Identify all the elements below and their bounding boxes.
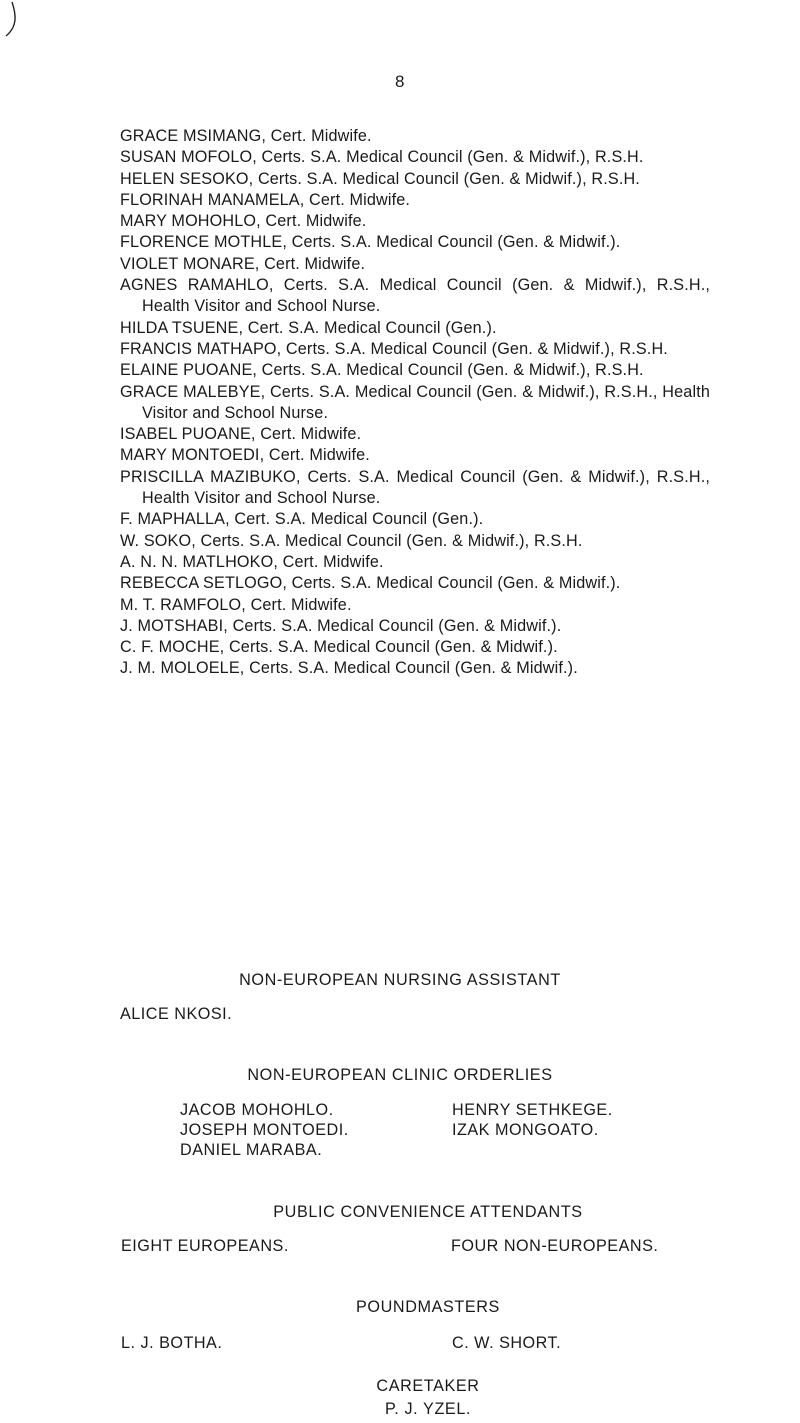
staff-entry: AGNES RAMAHLO, Certs. S.A. Medical Council (Gen. & Midwif.), R.S.H., Health Visitor and School Nurse. <box>120 276 710 316</box>
orderly-name: JACOB MOHOHLO. <box>180 1101 334 1119</box>
orderly-name: DANIEL MARABA. <box>180 1141 323 1159</box>
staff-entry: GRACE MSIMANG, Cert. Midwife. <box>120 127 372 145</box>
staff-entry: SUSAN MOFOLO, Certs. S.A. Medical Council (Gen. & Midwif.), R.S.H. <box>120 148 644 167</box>
staff-entry: A. N. N. MATLHOKO, Cert. Midwife. <box>120 552 384 571</box>
staff-entry: M. T. RAMFOLO, Cert. Midwife. <box>120 595 352 614</box>
orderly-name: JOSEPH MONTOEDI. <box>180 1121 349 1139</box>
caretaker-name: P. J. YZEL. <box>384 1400 472 1418</box>
staff-entry: GRACE MALEBYE, Certs. S.A. Medical Council (Gen. & Midwif.), R.S.H., Health Visitor and School Nurse. <box>120 382 710 422</box>
staff-entry: J. M. MOLOELE, Certs. S.A. Medical Council (Gen. & Midwif.). <box>120 659 578 678</box>
staff-entry: FRANCIS MATHAPO, Certs. S.A. Medical Council (Gen. & Midwif.), R.S.H. <box>120 339 668 358</box>
staff-entry: C. F. MOCHE, Certs. S.A. Medical Council (Gen. & Midwif.). <box>120 638 558 657</box>
staff-entry: HILDA TSUENE, Cert. S.A. Medical Council (Gen.). <box>120 318 497 337</box>
staff-entry: ISABEL PUOANE, Cert. Midwife. <box>120 425 362 444</box>
orderly-name: IZAK MONGOATO. <box>452 1121 599 1139</box>
staff-entry: MARY MOHOHLO, Cert. Midwife. <box>120 212 367 231</box>
staff-entry: ELAINE PUOANE, Certs. S.A. Medical Council (Gen. & Midwif.), R.S.H. <box>120 361 644 380</box>
staff-entry: PRISCILLA MAZIBUKO, Certs. S.A. Medical Council (Gen. & Midwif.), R.S.H., Health Visitor and School Nurse. <box>120 467 710 508</box>
staff-entry: REBECCA SETLOGO, Certs. S.A. Medical Council (Gen. & Midwif.). <box>120 574 621 593</box>
staff-entry: W. SOKO, Certs. S.A. Medical Council (Gen. & Midwif.), R.S.H. <box>120 531 583 550</box>
nursing-assistant-heading: NON-EUROPEAN NURSING ASSISTANT <box>239 971 561 989</box>
convenience-attendants-heading: PUBLIC CONVENIENCE ATTENDANTS <box>273 1203 583 1221</box>
staff-entry: FLORENCE MOTHLE, Certs. S.A. Medical Council (Gen. & Midwif.). <box>120 233 621 252</box>
poundmaster-name: C. W. SHORT. <box>452 1334 562 1352</box>
caretaker-heading: CARETAKER <box>376 1377 480 1395</box>
staff-entry: FLORINAH MANAMELA, Cert. Midwife. <box>120 190 411 209</box>
staff-entry: HELEN SESOKO, Certs. S.A. Medical Council (Gen. & Midwif.), R.S.H. <box>120 169 640 188</box>
staff-list <box>120 126 710 680</box>
orderly-name: HENRY SETHKEGE. <box>452 1101 613 1119</box>
european-attendants: EIGHT EUROPEANS. <box>121 1237 289 1255</box>
page-number: 8 <box>395 72 405 91</box>
staff-entry: J. MOTSHABI, Certs. S.A. Medical Council (Gen. & Midwif.). <box>120 616 562 635</box>
staff-entry: VIOLET MONARE, Cert. Midwife. <box>120 254 366 273</box>
staff-entry: MARY MONTOEDI, Cert. Midwife. <box>120 446 370 465</box>
staff-entry: F. MAPHALLA, Cert. S.A. Medical Council (Gen.). <box>120 510 484 529</box>
page-corner-mark <box>0 0 30 40</box>
nursing-assistant-name: ALICE NKOSI. <box>120 1005 233 1023</box>
poundmaster-name: L. J. BOTHA. <box>121 1334 223 1352</box>
clinic-orderlies-heading: NON-EUROPEAN CLINIC ORDERLIES <box>247 1066 553 1084</box>
non-european-attendants: FOUR NON-EUROPEANS. <box>451 1237 659 1255</box>
poundmasters-heading: POUNDMASTERS <box>356 1298 500 1316</box>
